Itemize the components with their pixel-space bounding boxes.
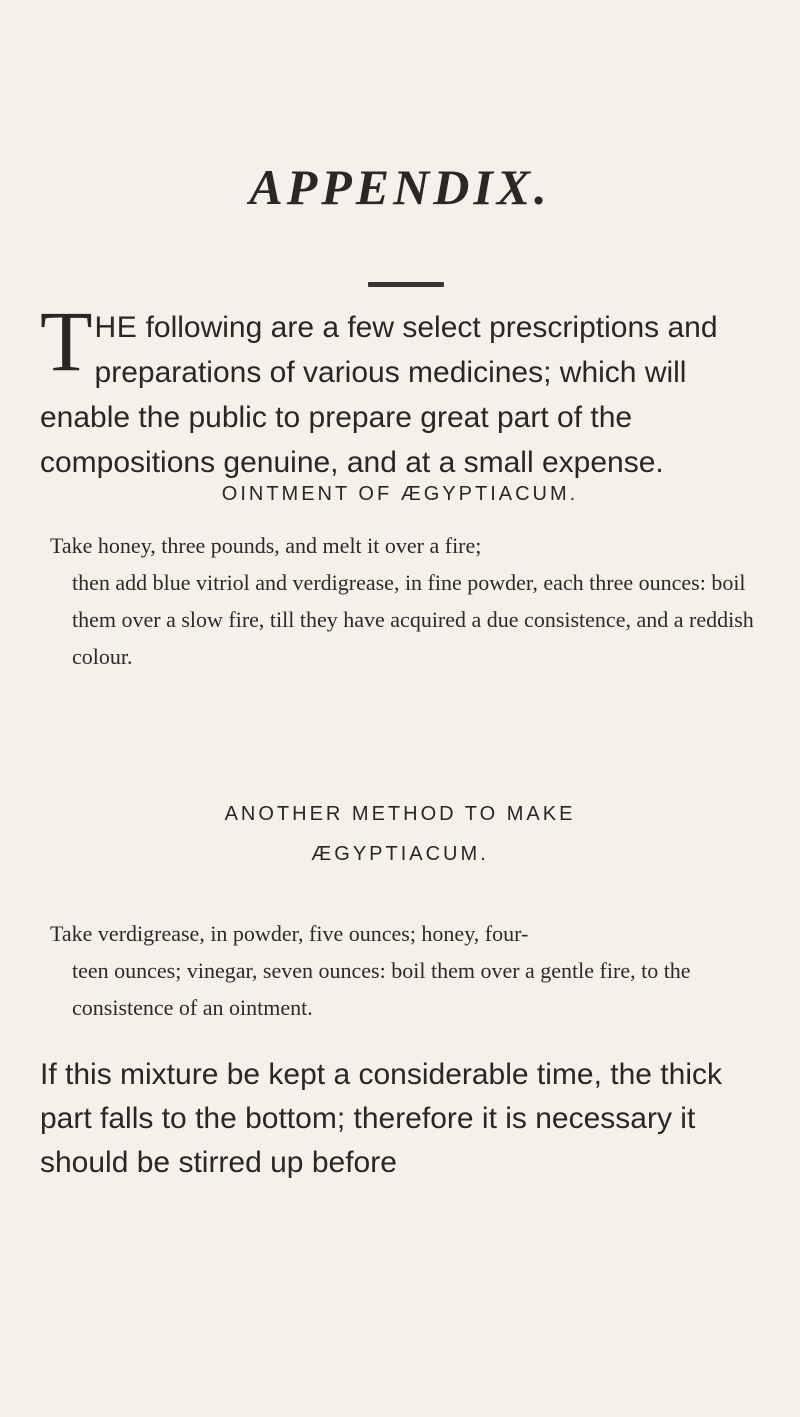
section-title-ointment: OINTMENT OF ÆGYPTIACUM. (221, 483, 579, 505)
recipe-another-method (50, 915, 777, 1026)
appendix-heading: APPENDIX. (249, 159, 551, 215)
recipe-ointment-body: then add blue vitriol and verdigrease, in fine powder, each three ounces: boil them over a slow fire, till they have acquired a due consistence, and a reddish colour. (72, 570, 754, 669)
intro-cap-rest: HE (94, 311, 138, 344)
section-title-aegyptiacum: ÆGYPTIACUM. (311, 843, 489, 865)
continuation-paragraph: If this mixture be kept a considerable time, the thick part falls to the bottom; therefore it is necessary it should be stirred up before (40, 1058, 722, 1179)
recipe-ointment (50, 527, 777, 675)
intro-paragraph (40, 293, 772, 485)
recipe-another-first-line: Take verdigrease, in powder, five ounces; honey, four- (50, 921, 529, 946)
recipe-another-body: teen ounces; vinegar, seven ounces: boil them over a gentle fire, to the consistence of an ointment. (72, 958, 691, 1020)
section-title-another-method: ANOTHER METHOD TO MAKE (224, 803, 576, 825)
heading-rule (368, 282, 444, 287)
drop-cap: T (40, 293, 93, 389)
intro-text: following are a few select prescriptions and preparations of various medicines; which will enable the public to prepare great part of the compositions genuine, and at a small expense. (40, 311, 718, 479)
recipe-ointment-first-line: Take honey, three pounds, and melt it over a fire; (50, 533, 482, 558)
